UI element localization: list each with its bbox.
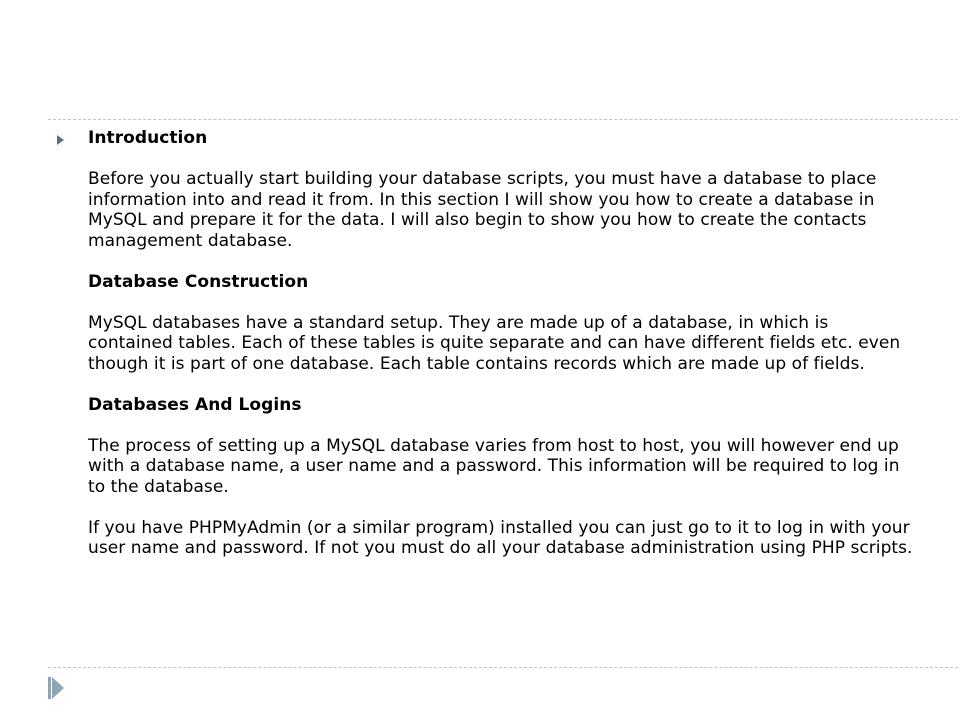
slide-content	[88, 128, 914, 559]
closing-paragraph: If you have PHPMyAdmin (or a similar program) installed you can just go to it to log in with your user name and password. If not you must do all your database administration using PHP scripts.	[88, 517, 913, 558]
section-body-introduction: Before you actually start building your database scripts, you must have a database to place information into and read it from. In this section I will show you how to create a database in MySQL and prepare it for the data. I will also begin to show you how to create the contacts management database.	[88, 169, 877, 251]
section-heading-introduction: Introduction	[88, 128, 208, 148]
bottom-divider	[48, 667, 960, 668]
slide-corner-icon	[48, 677, 64, 699]
section-body-databases-and-logins: The process of setting up a MySQL database varies from host to host, you will however end up with a database name, a user name and a password. This information will be required to log in to the database.	[88, 435, 900, 497]
top-divider	[48, 119, 960, 120]
section-heading-databases-and-logins: Databases And Logins	[88, 394, 302, 415]
triangle-bullet-icon	[57, 135, 64, 145]
section-heading-database-construction: Database Construction	[88, 271, 309, 292]
section-body-database-construction: MySQL databases have a standard setup. They are made up of a database, in which is contained tables. Each of these tables is quite separate and can have different fields etc. even though it is part of one database. Each table contains records which are made up of fields.	[88, 312, 901, 374]
